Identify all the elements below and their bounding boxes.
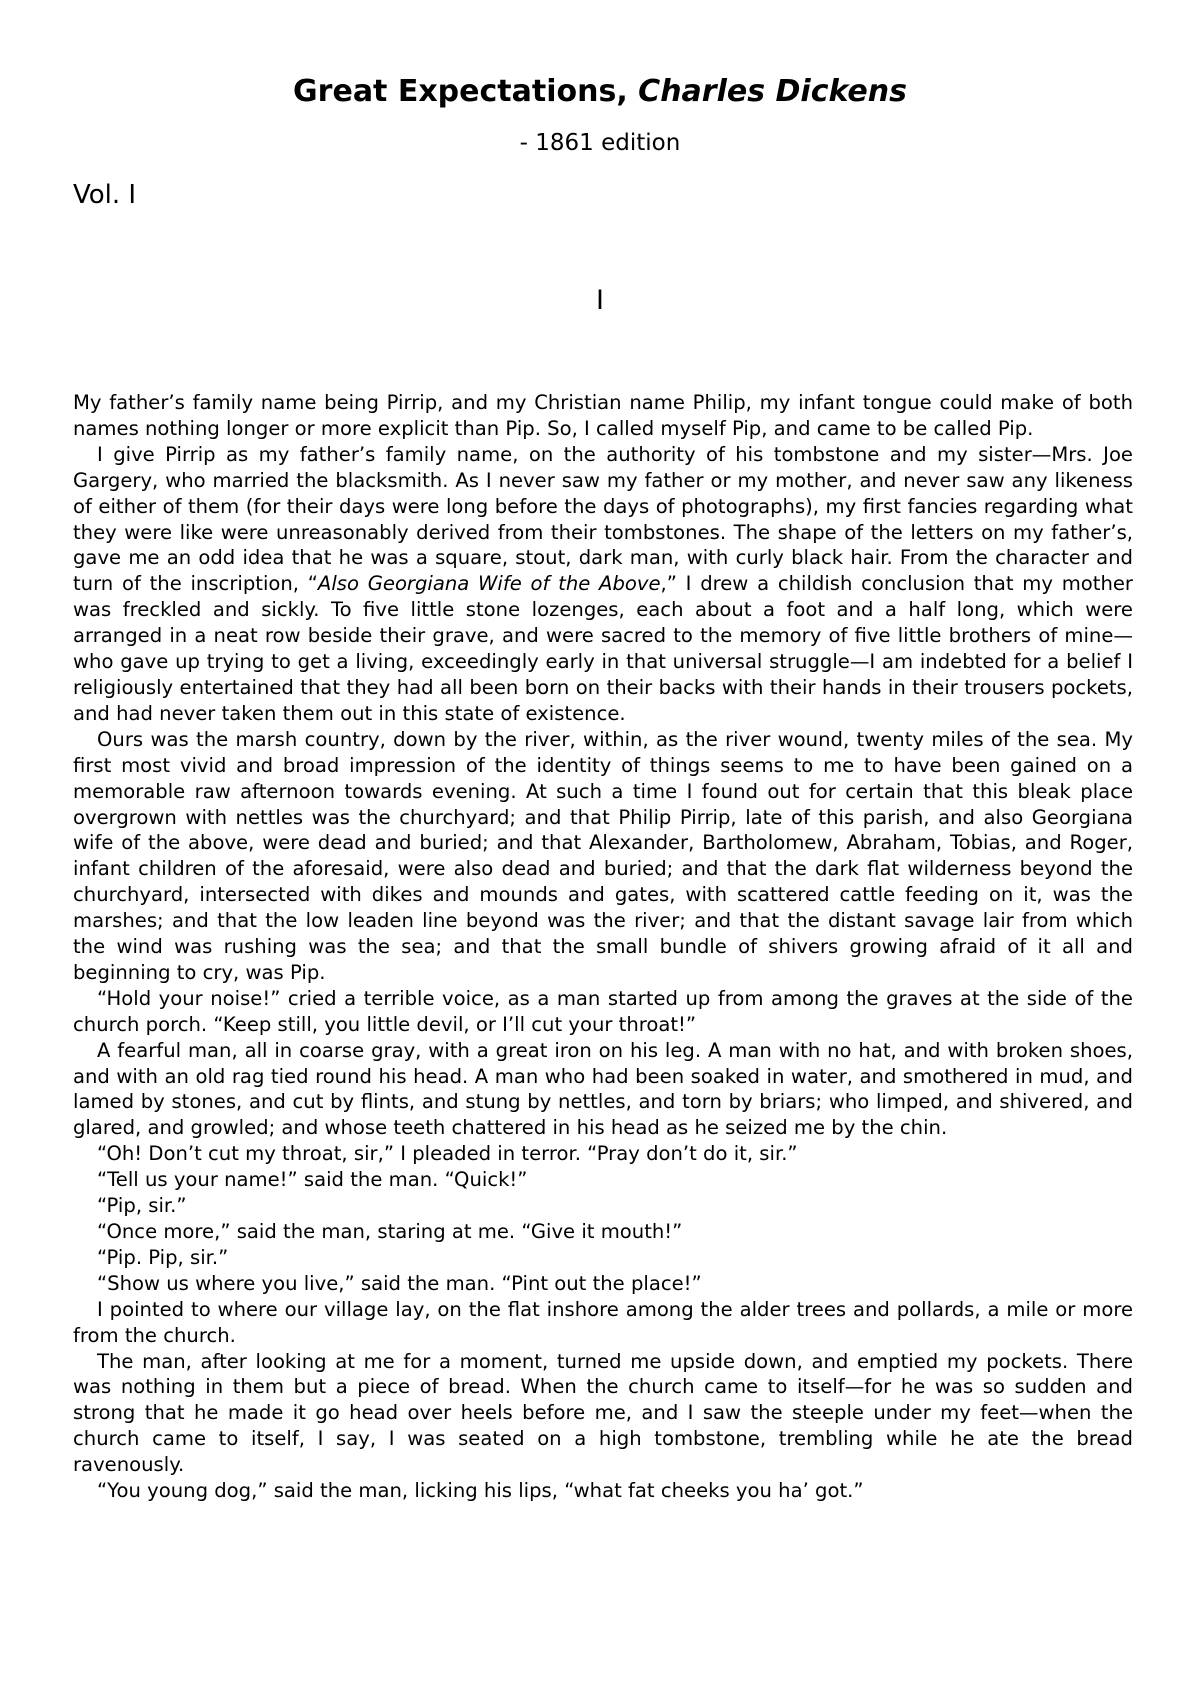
paragraph: “Hold your noise!” cried a terrible voice, as a man started up from among the graves at the side of the church porch. “Keep still, you little devil, or I’ll cut your throat!”	[73, 986, 1133, 1036]
title-text: Great Expectations,	[293, 74, 639, 109]
paragraph: A fearful man, all in coarse gray, with a great iron on his leg. A man with no hat, and with broken shoes, and with an old rag tied round his head. A man who had been soaked in water, and smothered in mud, and lamed by stones, and cut by flints, and stung by nettles, and torn by briars; who limped, and shivered, and glared, and growled; and whose teeth chattered in his head as he seized me by the chin.	[73, 1038, 1133, 1140]
paragraph: “Show us where you live,” said the man. “Pint out the place!”	[97, 1271, 702, 1295]
paragraph: “You young dog,” said the man, licking his lips, “what fat cheeks you ha’ got.”	[97, 1479, 864, 1503]
paragraph: Ours was the marsh country, down by the river, within, as the river wound, twenty miles of the sea. My first most vivid and broad impression of the identity of things seems to me to have been gained on a memorable raw afternoon towards evening. At such a time I found out for certain that this bleak place overgrown with nettles was the churchyard; and that Philip Pirrip, late of this parish, and also Georgiana wife of the above, were dead and buried; and that Alexander, Bartholomew, Abraham, Tobias, and Roger, infant children of the aforesaid, were also dead and buried; and that the dark flat wilderness beyond the churchyard, intersected with dikes and mounds and gates, with scattered cattle feeding on it, was the marshes; and that the low leaden line beyond was the river; and that the distant savage lair from which the wind was rushing was the sea; and that the small bundle of shivers growing afraid of it all and beginning to cry, was Pip.	[73, 727, 1133, 984]
paragraph: “Oh! Don’t cut my throat, sir,” I pleaded in terror. “Pray don’t do it, sir.”	[97, 1142, 798, 1166]
paragraph: The man, after looking at me for a moment, turned me upside down, and emptied my pockets. There was nothing in them but a piece of bread. When the church came to itself—for he was so sudden and strong that he made it go head over heels before me, and I saw the steeple under my feet—when the church came to itself, I say, I was seated on a high tombstone, trembling while he ate the bread ravenously.	[73, 1349, 1133, 1477]
volume-heading: Vol. I	[73, 180, 137, 210]
paragraph: “Tell us your name!” said the man. “Quick!”	[97, 1168, 528, 1192]
paragraph	[73, 442, 1133, 727]
quote-mark: “	[307, 572, 318, 596]
paragraph: My father’s family name being Pirrip, and my Christian name Philip, my infant tongue could make of both names nothing longer or more explicit than Pip. So, I called myself Pip, and came to be called Pip.	[73, 391, 1133, 440]
paragraph: “Pip. Pip, sir.”	[97, 1245, 229, 1269]
paragraph-text: I drew a childish conclusion that my mother was freckled and sickly. To five little stone lozenges, each about a foot and a half long, which were arranged in a neat row beside their grave, and were sacred to the memory of five little brothers of mine—who gave up trying to get a living, exceedingly early in that universal struggle—I am indebted for a belief I religiously entertained that they had all been born on their backs with their hands in their trousers pockets, and had never taken them out in this state of existence.	[73, 572, 1133, 725]
quote-mark: ,”	[660, 572, 677, 596]
book-title	[0, 72, 1200, 112]
paragraph: I pointed to where our village lay, on the flat inshore among the alder trees and pollards, a mile or more from the church.	[73, 1297, 1133, 1347]
paragraph: “Pip, sir.”	[97, 1194, 187, 1218]
chapter-body	[73, 390, 1133, 1504]
tombstone-inscription: Also Georgiana Wife of the Above	[317, 572, 661, 596]
edition-subtitle: - 1861 edition	[519, 130, 681, 156]
paragraph-text: I give Pirrip as my father’s family name, on the authority of his tombstone and my sister—Mrs. Joe Gargery, who married the blacksmith. As I never saw my father or my mother, and never saw any likeness of either of them (for their days were long before the days of photographs), my first fancies regarding what they were like were unreasonably derived from their tombstones. The shape of the letters on my father’s, gave me an odd idea that he was a square, stout, dark man, with curly black hair. From the character and turn of the inscription,	[73, 442, 1133, 596]
chapter-heading: I	[596, 285, 604, 316]
author-name: Charles Dickens	[638, 74, 907, 109]
paragraph: “Once more,” said the man, staring at me. “Give it mouth!”	[97, 1220, 683, 1243]
